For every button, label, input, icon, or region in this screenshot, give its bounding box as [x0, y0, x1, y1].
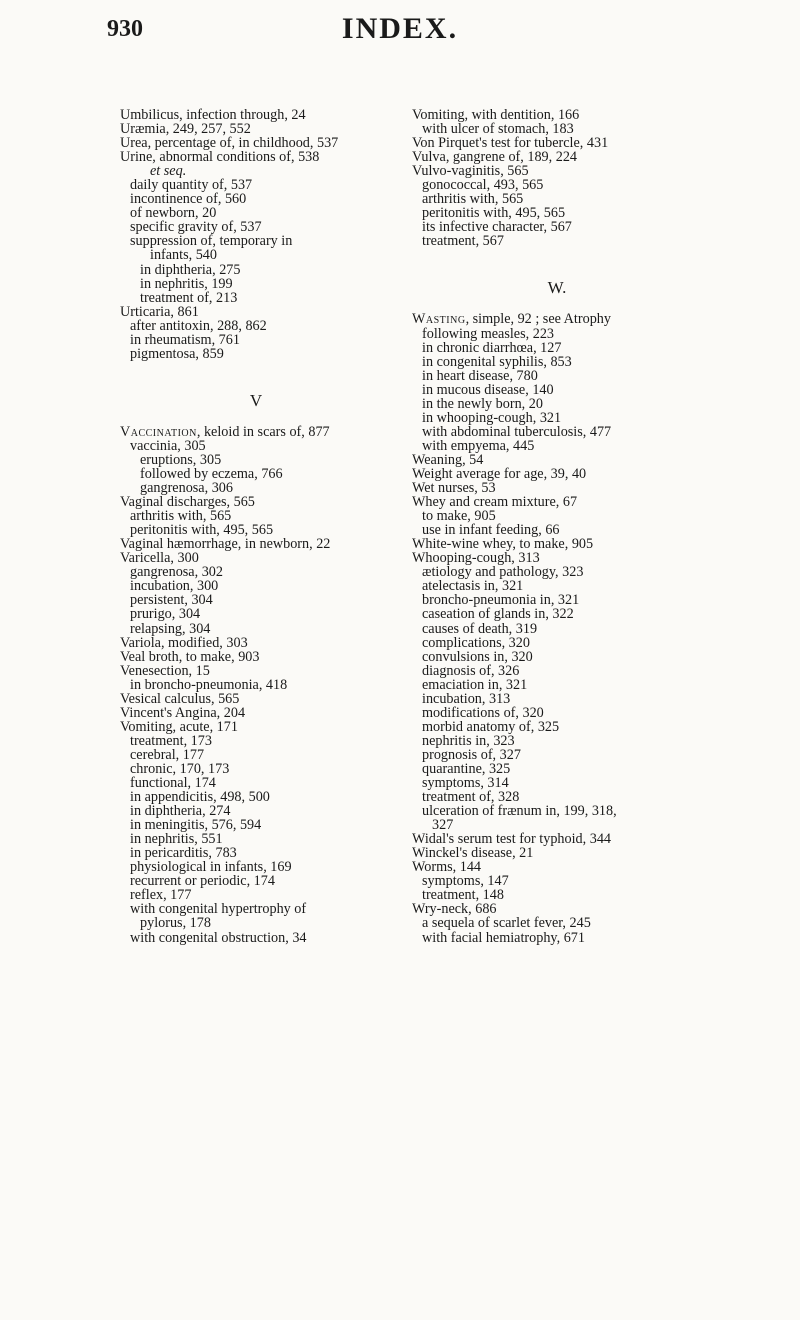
index-entry: Vesical calculus, 565 — [120, 690, 240, 707]
index-subentry: symptoms, 314 — [422, 775, 509, 792]
index-subentry: morbid anatomy of, 325 — [422, 718, 560, 735]
index-subentry: in whooping-cough, 321 — [422, 409, 562, 426]
index-subentry: infants, 540 — [150, 247, 217, 264]
section-letter-heading: W. — [547, 278, 567, 298]
index-subentry: diagnosis of, 326 — [422, 662, 520, 679]
index-subentry: followed by eczema, 766 — [140, 465, 283, 482]
index-subentry: caseation of glands in, 322 — [422, 606, 574, 623]
index-entry: Vomiting, with dentition, 166 — [412, 107, 580, 123]
index-entry: Whey and cream mixture, 67 — [412, 494, 578, 511]
index-subentry: ætiology and pathology, 323 — [422, 564, 584, 581]
index-subentry: quarantine, 325 — [422, 760, 511, 777]
index-subentry: persistent, 304 — [130, 592, 213, 609]
index-entry: White-wine whey, to make, 905 — [412, 536, 594, 553]
index-entry: Wet nurses, 53 — [412, 480, 496, 497]
index-entry: Vulvo-vaginitis, 565 — [412, 163, 529, 180]
index-subentry: symptoms, 147 — [422, 873, 509, 890]
page-number: 930 — [107, 16, 143, 42]
index-subentry: causes of death, 319 — [422, 620, 538, 637]
index-subentry: 327 — [432, 817, 454, 834]
index-subentry: in broncho-pneumonia, 418 — [130, 676, 288, 693]
index-subentry: in rheumatism, 761 — [130, 331, 240, 348]
index-subentry: eruptions, 305 — [140, 451, 222, 468]
index-subentry: vaccinia, 305 — [130, 437, 206, 454]
index-entry: Worms, 144 — [412, 859, 482, 876]
index-subentry: in appendicitis, 498, 500 — [130, 789, 270, 806]
index-entry: Weaning, 54 — [412, 451, 484, 468]
index-subentry: with congenital hypertrophy of — [130, 901, 307, 918]
index-subentry: in congenital syphilis, 853 — [422, 353, 572, 370]
index-subentry: daily quantity of, 537 — [130, 177, 253, 194]
index-subentry: with abdominal tuberculosis, 477 — [422, 423, 612, 440]
index-subentry: gangrenosa, 302 — [130, 564, 223, 581]
index-subentry: after antitoxin, 288, 862 — [130, 317, 267, 334]
index-subentry: to make, 905 — [422, 508, 496, 525]
index-subentry: pigmentosa, 859 — [130, 345, 224, 362]
index-subentry: in the newly born, 20 — [422, 395, 543, 412]
index-subentry: chronic, 170, 173 — [130, 760, 230, 777]
index-entry: Vaccination, keloid in scars of, 877 — [120, 423, 330, 440]
index-subentry: ulceration of frænum in, 199, 318, — [422, 803, 617, 820]
index-subentry: cerebral, 177 — [130, 746, 205, 763]
index-entry: Varicella, 300 — [120, 550, 199, 567]
index-entry: Variola, modified, 303 — [120, 634, 248, 651]
index-entry: Widal's serum test for typhoid, 344 — [412, 831, 612, 848]
index-subentry: atelectasis in, 321 — [422, 578, 524, 595]
index-entry: Urticaria, 861 — [120, 303, 199, 320]
index-subentry: in pericarditis, 783 — [130, 845, 237, 862]
index-subentry: broncho-pneumonia in, 321 — [422, 592, 580, 609]
index-subentry: in nephritis, 199 — [140, 275, 233, 292]
index-subentry: treatment, 567 — [422, 233, 504, 250]
index-subentry: in meningitis, 576, 594 — [130, 817, 262, 834]
index-subentry: a sequela of scarlet fever, 245 — [422, 915, 591, 932]
index-entry: Venesection, 15 — [120, 662, 210, 679]
index-subentry: recurrent or periodic, 174 — [130, 873, 275, 890]
index-subentry: peritonitis with, 495, 565 — [422, 205, 566, 222]
page-title: INDEX. — [341, 12, 459, 45]
index-subentry: with empyema, 445 — [422, 437, 535, 454]
index-subentry: following measles, 223 — [422, 325, 555, 342]
index-subentry: in diphtheria, 275 — [140, 261, 241, 278]
index-subentry: prurigo, 304 — [130, 606, 201, 623]
index-entry: Umbilicus, infection through, 24 — [120, 107, 306, 123]
index-subentry: gonococcal, 493, 565 — [422, 177, 544, 194]
index-entry: Von Pirquet's test for tubercle, 431 — [412, 135, 609, 152]
index-entry: Vincent's Angina, 204 — [120, 704, 246, 721]
index-subentry: in diphtheria, 274 — [130, 803, 231, 820]
index-subentry: with facial hemiatrophy, 671 — [422, 929, 585, 946]
index-entry: Wasting, simple, 92 ; see Atrophy — [412, 311, 611, 328]
index-subentry: incubation, 300 — [130, 578, 219, 595]
index-subentry: nephritis in, 323 — [422, 732, 515, 749]
page-header — [0, 10, 800, 70]
index-subentry: treatment of, 213 — [140, 289, 238, 306]
index-subentry: emaciation in, 321 — [422, 676, 528, 693]
index-subentry: suppression of, temporary in — [130, 233, 293, 250]
index-subentry: modifications of, 320 — [422, 704, 544, 721]
index-subentry: in heart disease, 780 — [422, 367, 538, 384]
index-subentry: treatment, 148 — [422, 887, 504, 904]
index-subentry: pylorus, 178 — [140, 915, 211, 932]
index-entry: Vomiting, acute, 171 — [120, 718, 238, 735]
index-subentry: in nephritis, 551 — [130, 831, 223, 848]
index-entry: Urea, percentage of, in childhood, 537 — [120, 135, 339, 152]
index-subentry: gangrenosa, 306 — [140, 480, 233, 497]
index-subentry: et seq. — [150, 163, 187, 180]
index-subentry: treatment of, 328 — [422, 789, 520, 806]
index-subentry: arthritis with, 565 — [422, 191, 524, 208]
index-subentry: with congenital obstruction, 34 — [130, 929, 307, 946]
index-entry: Weight average for age, 39, 40 — [412, 465, 587, 482]
index-subentry: specific gravity of, 537 — [130, 219, 262, 236]
index-subentry: in chronic diarrhœa, 127 — [422, 339, 562, 356]
index-subentry: in mucous disease, 140 — [422, 381, 554, 398]
index-subentry: of newborn, 20 — [130, 205, 217, 222]
right-index-column — [412, 108, 702, 945]
index-subentry: incubation, 313 — [422, 690, 511, 707]
index-entry: Vaginal hæmorrhage, in newborn, 22 — [120, 536, 331, 553]
index-subentry: prognosis of, 327 — [422, 746, 521, 763]
index-entry: Whooping-cough, 313 — [412, 550, 540, 567]
index-entry: Vaginal discharges, 565 — [120, 494, 255, 511]
index-subentry: reflex, 177 — [130, 887, 192, 904]
index-subentry: with ulcer of stomach, 183 — [422, 121, 574, 138]
index-entry: Vulva, gangrene of, 189, 224 — [412, 149, 578, 166]
index-subentry: complications, 320 — [422, 634, 530, 651]
index-entry: Uræmia, 249, 257, 552 — [120, 121, 251, 138]
index-subentry: use in infant feeding, 66 — [422, 522, 560, 539]
index-subentry: its infective character, 567 — [422, 219, 572, 236]
index-subentry: functional, 174 — [130, 775, 216, 792]
index-entry: Wry-neck, 686 — [412, 901, 497, 918]
index-subentry: arthritis with, 565 — [130, 508, 232, 525]
section-letter-heading: V — [249, 390, 263, 410]
index-entry: Veal broth, to make, 903 — [120, 648, 260, 665]
index-subentry: incontinence of, 560 — [130, 191, 247, 208]
index-subentry: treatment, 173 — [130, 732, 212, 749]
left-index-column — [120, 108, 392, 945]
index-entry: Winckel's disease, 21 — [412, 845, 534, 862]
index-entry: Urine, abnormal conditions of, 538 — [120, 149, 320, 166]
index-subentry: physiological in infants, 169 — [130, 859, 292, 876]
index-subentry: convulsions in, 320 — [422, 648, 533, 665]
index-subentry: relapsing, 304 — [130, 620, 211, 637]
index-subentry: peritonitis with, 495, 565 — [130, 522, 274, 539]
